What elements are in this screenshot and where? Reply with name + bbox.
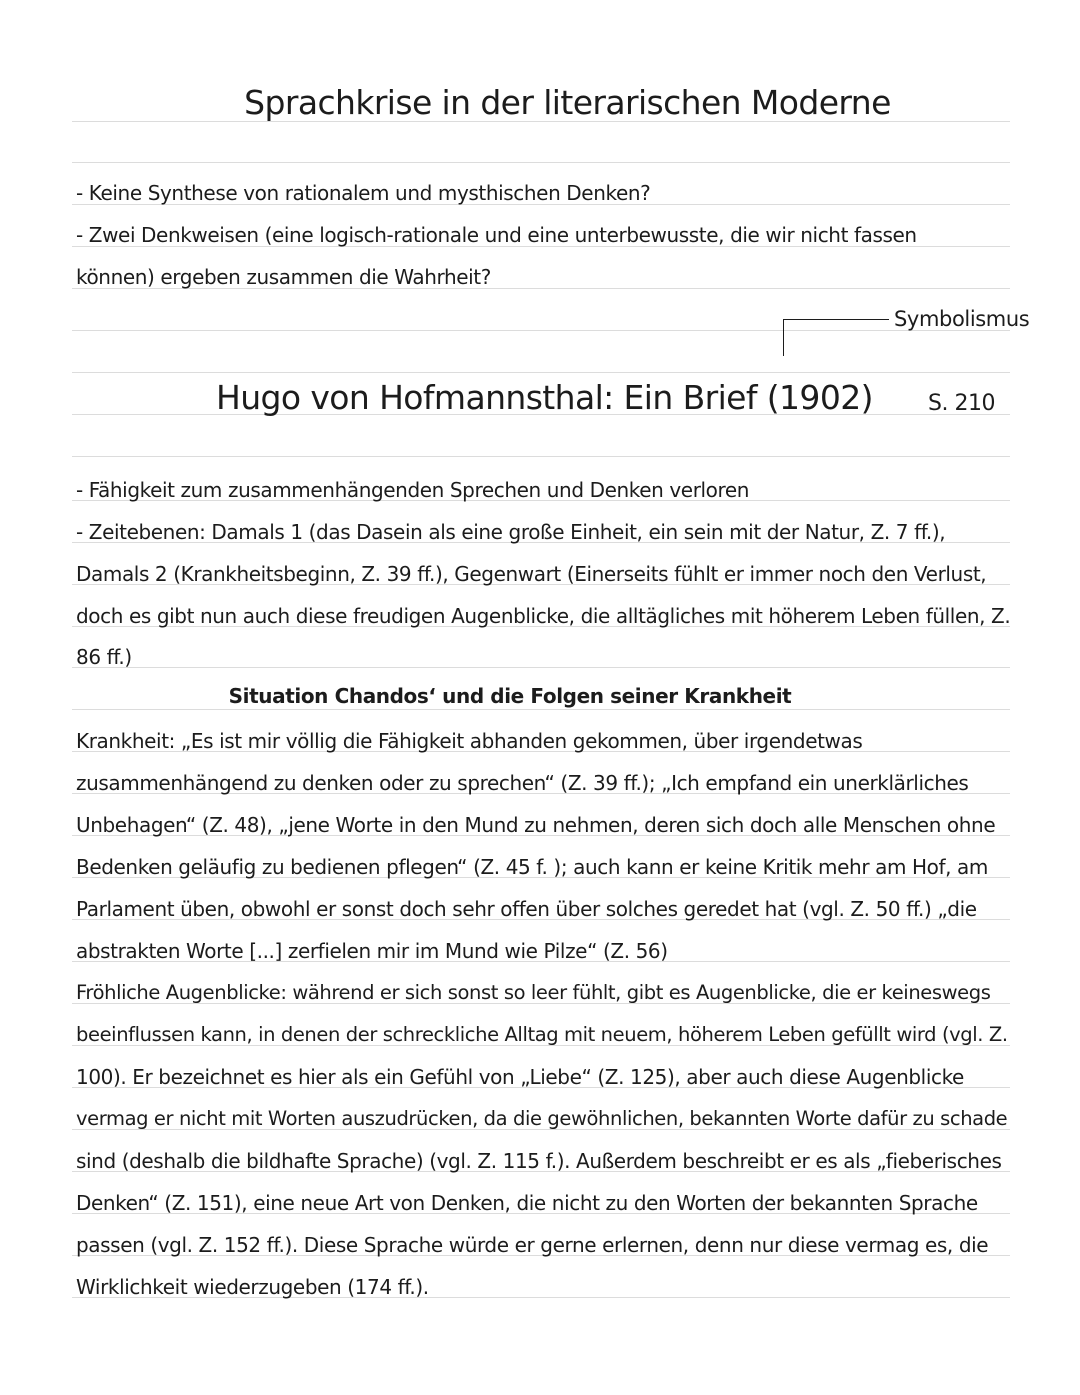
body-line: Parlament üben, obwohl er sonst doch sehr offen über solches geredet hat (vgl. Z. 50 ff.) „die <box>76 897 977 921</box>
body-line: Denken“ (Z. 151), eine neue Art von Denken, die nicht zu den Worten der bekannten Sprache <box>76 1191 978 1215</box>
body-line: passen (vgl. Z. 152 ff.). Diese Sprache würde er gerne erlernen, denn nur diese vermag es, die <box>76 1233 989 1257</box>
body-line: Wirklichkeit wiederzugeben (174 ff.). <box>76 1275 429 1299</box>
question-line: - Keine Synthese von rationalem und mysthischen Denken? <box>76 181 651 205</box>
body-line: vermag er nicht mit Worten auszudrücken, da die gewöhnlichen, bekannten Worte dafür zu schade <box>76 1107 1008 1130</box>
body-line: abstrakten Worte [...] zerfielen mir im Mund wie Pilze“ (Z. 56) <box>76 939 668 963</box>
page-reference: S. 210 <box>928 391 995 416</box>
summary-line: - Fähigkeit zum zusammenhängenden Sprechen und Denken verloren <box>76 478 750 502</box>
question-line: - Zwei Denkweisen (eine logisch-rationale und eine unterbewusste, die wir nicht fassen <box>76 223 917 247</box>
ruled-line <box>72 709 1010 710</box>
ruled-line <box>72 330 1010 331</box>
page-title: Sprachkrise in der literarischen Moderne <box>244 83 891 122</box>
summary-line: Damals 2 (Krankheitsbeginn, Z. 39 ff.), Gegenwart (Einerseits fühlt er immer noch den Verlust, <box>76 562 987 586</box>
symbol-label: Symbolismus <box>894 307 1030 331</box>
bracket-line <box>783 319 889 320</box>
body-line: 100). Er bezeichnet es hier als ein Gefühl von „Liebe“ (Z. 125), aber auch diese Augenblicke <box>76 1065 964 1089</box>
body-line: beeinflussen kann, in denen der schreckliche Alltag mit neuem, höherem Leben gefüllt wird (vgl. Z. <box>76 1023 1008 1046</box>
ruled-line <box>72 162 1010 163</box>
body-line: Fröhliche Augenblicke: während er sich sonst so leer fühlt, gibt es Augenblicke, die er keineswegs <box>76 981 991 1004</box>
body-line: Unbehagen“ (Z. 48), „jene Worte in den Mund zu nehmen, deren sich doch alle Menschen ohne <box>76 813 996 837</box>
section-title: Hugo von Hofmannsthal: Ein Brief (1902) <box>216 378 873 417</box>
body-line: zusammenhängend zu denken oder zu sprechen“ (Z. 39 ff.); „Ich empfand ein unerklärliches <box>76 771 969 795</box>
ruled-line <box>72 372 1010 373</box>
ruled-line <box>72 456 1010 457</box>
body-line: sind (deshalb die bildhafte Sprache) (vgl. Z. 115 f.). Außerdem beschreibt er es als „fieberisches <box>76 1149 1002 1173</box>
bracket-tick <box>783 319 784 356</box>
body-line: Krankheit: „Es ist mir völlig die Fähigkeit abhanden gekommen, über irgendetwas <box>76 729 863 753</box>
ruled-line <box>72 667 1010 668</box>
question-line: können) ergeben zusammen die Wahrheit? <box>76 265 491 289</box>
body-line: Bedenken geläufig zu bedienen pflegen“ (Z. 45 f. ); auch kann er keine Kritik mehr am Hof, am <box>76 855 988 879</box>
summary-line: 86 ff.) <box>76 645 132 669</box>
subheading: Situation Chandos‘ und die Folgen seiner Krankheit <box>228 684 792 708</box>
summary-line: - Zeitebenen: Damals 1 (das Dasein als eine große Einheit, ein sein mit der Natur, Z. 7 ff.), <box>76 520 946 544</box>
summary-line: doch es gibt nun auch diese freudigen Augenblicke, die alltägliches mit höherem Leben füllen, Z. <box>76 604 1011 628</box>
